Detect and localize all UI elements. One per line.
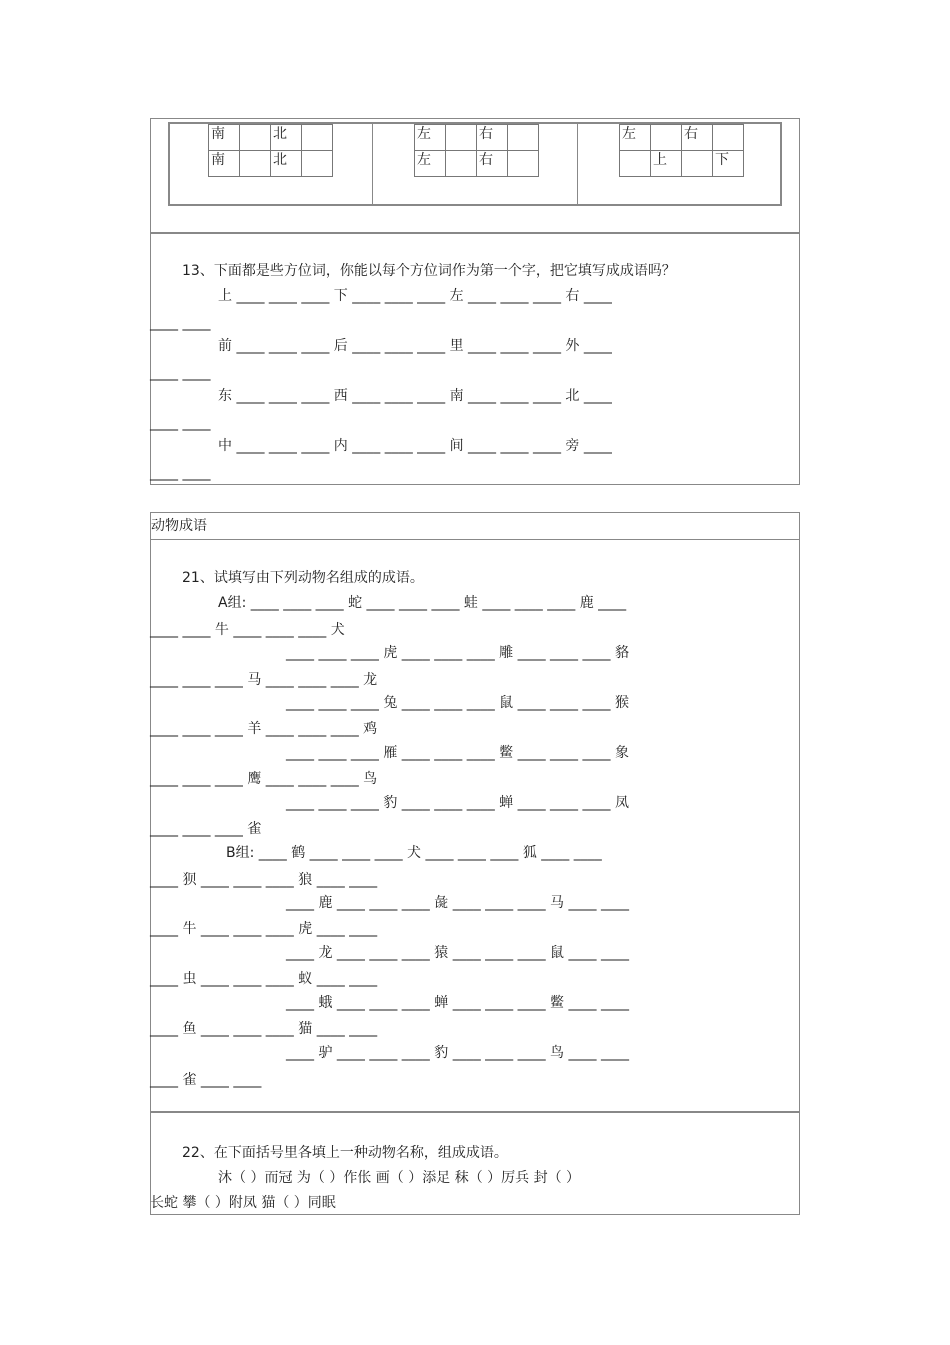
q21-line[interactable]: ____ 龙 ____ ____ ____ 猿 ____ ____ ____ 鼠 ____ ____ bbox=[286, 945, 629, 961]
q21-line[interactable]: ____ 鱼 ____ ____ ____ 猫 ____ ____ bbox=[150, 1021, 378, 1037]
grid-cell[interactable]: 左 bbox=[415, 125, 446, 151]
q21-line[interactable]: ____ 雀 ____ ____ bbox=[150, 1072, 262, 1088]
grid-cell[interactable] bbox=[620, 151, 651, 177]
q21-line[interactable]: ____ ____ ____ 马 ____ ____ ____ 龙 bbox=[150, 672, 378, 688]
direction-grid-1 bbox=[208, 124, 333, 177]
q21-line[interactable]: B组: ____ 鹤 ____ ____ ____ 犬 ____ ____ ____ 狐 ____ ____ bbox=[226, 845, 602, 861]
q13-row-3[interactable]: 东 ____ ____ ____ 西 ____ ____ ____ 南 ____ ____ ____ 北 ____ bbox=[218, 388, 612, 404]
animal-section-title: 动物成语 bbox=[151, 518, 207, 534]
q13-row-4-wrap[interactable]: ____ ____ bbox=[150, 465, 211, 481]
q21-line[interactable]: A组: ____ ____ ____ 蛇 ____ ____ ____ 蛙 ____ ____ ____ 鹿 ____ bbox=[218, 595, 627, 611]
q21-line[interactable]: ____ 鹿 ____ ____ ____ 彘 ____ ____ ____ 马 ____ ____ bbox=[286, 895, 629, 911]
grid-divider-1 bbox=[372, 122, 373, 206]
grid-cell[interactable] bbox=[508, 125, 539, 151]
q21-prompt: 21、试填写由下列动物名组成的成语。 bbox=[182, 570, 424, 586]
grid-cell[interactable] bbox=[508, 151, 539, 177]
grid-cell[interactable]: 下 bbox=[713, 151, 744, 177]
q22-line-1[interactable]: 沐（ ）而冠 为（ ）作伥 画（ ）添足 秣（ ）厉兵 封（ ） bbox=[218, 1170, 581, 1186]
q21-line[interactable]: ____ ____ ____ 雁 ____ ____ ____ 鳖 ____ ____ ____ 象 bbox=[286, 745, 629, 761]
q21-line[interactable]: ____ ____ ____ 豹 ____ ____ ____ 蝉 ____ ____ ____ 凤 bbox=[286, 795, 629, 811]
grid-divider-2 bbox=[577, 122, 578, 206]
q13-row-4[interactable]: 中 ____ ____ ____ 内 ____ ____ ____ 间 ____ ____ ____ 旁 ____ bbox=[218, 438, 612, 454]
q13-prompt: 13、下面都是些方位词，你能以每个方位词作为第一个字，把它填写成成语吗？ bbox=[182, 263, 676, 279]
q22-line-2[interactable]: 长蛇 攀（ ）附凤 猫（ ）同眠 bbox=[150, 1195, 336, 1211]
q21-line[interactable]: ____ ____ 牛 ____ ____ ____ 犬 bbox=[150, 622, 345, 638]
q21-line[interactable]: ____ 驴 ____ ____ ____ 豹 ____ ____ ____ 鸟 ____ ____ bbox=[286, 1045, 629, 1061]
grid-cell[interactable]: 左 bbox=[415, 151, 446, 177]
grid-cell[interactable]: 南 bbox=[209, 151, 240, 177]
grid-cell[interactable] bbox=[240, 125, 271, 151]
q13-row-1-wrap[interactable]: ____ ____ bbox=[150, 315, 211, 331]
q13-row-2-wrap[interactable]: ____ ____ bbox=[150, 365, 211, 381]
grid-cell[interactable]: 右 bbox=[682, 125, 713, 151]
q21-line[interactable]: ____ 虫 ____ ____ ____ 蚁 ____ ____ bbox=[150, 971, 378, 987]
grid-cell[interactable]: 右 bbox=[477, 151, 508, 177]
grid-cell[interactable] bbox=[446, 125, 477, 151]
grid-cell[interactable] bbox=[713, 125, 744, 151]
direction-grid-3 bbox=[619, 124, 744, 177]
animal-section-header-box bbox=[150, 512, 800, 540]
grid-cell[interactable]: 右 bbox=[477, 125, 508, 151]
grid-cell[interactable] bbox=[240, 151, 271, 177]
q21-line[interactable]: ____ ____ ____ 雀 bbox=[150, 821, 262, 837]
q21-line[interactable]: ____ 牛 ____ ____ ____ 虎 ____ ____ bbox=[150, 921, 378, 937]
grid-cell[interactable]: 北 bbox=[271, 125, 302, 151]
q21-line[interactable]: ____ ____ ____ 羊 ____ ____ ____ 鸡 bbox=[150, 721, 378, 737]
q21-line[interactable]: ____ 狈 ____ ____ ____ 狼 ____ ____ bbox=[150, 872, 378, 888]
grid-cell[interactable]: 北 bbox=[271, 151, 302, 177]
grid-cell[interactable] bbox=[682, 151, 713, 177]
grid-cell[interactable]: 左 bbox=[620, 125, 651, 151]
q21-q22-divider bbox=[150, 1111, 800, 1113]
q21-line[interactable]: ____ 蛾 ____ ____ ____ 蝉 ____ ____ ____ 鳖 ____ ____ bbox=[286, 995, 629, 1011]
grid-cell[interactable]: 南 bbox=[209, 125, 240, 151]
q21-line[interactable]: ____ ____ ____ 鹰 ____ ____ ____ 鸟 bbox=[150, 771, 378, 787]
grid-cell[interactable] bbox=[302, 151, 333, 177]
q21-line[interactable]: ____ ____ ____ 兔 ____ ____ ____ 鼠 ____ ____ ____ 猴 bbox=[286, 695, 629, 711]
q13-row-1[interactable]: 上 ____ ____ ____ 下 ____ ____ ____ 左 ____ ____ ____ 右 ____ bbox=[218, 288, 612, 304]
grid-cell[interactable] bbox=[651, 125, 682, 151]
q21-line[interactable]: ____ ____ ____ 虎 ____ ____ ____ 雕 ____ ____ ____ 貉 bbox=[286, 645, 629, 661]
q13-row-2[interactable]: 前 ____ ____ ____ 后 ____ ____ ____ 里 ____ ____ ____ 外 ____ bbox=[218, 338, 612, 354]
q22-prompt: 22、在下面括号里各填上一种动物名称，组成成语。 bbox=[182, 1145, 508, 1161]
grid-cell[interactable] bbox=[446, 151, 477, 177]
q13-row-3-wrap[interactable]: ____ ____ bbox=[150, 415, 211, 431]
grid-cell[interactable]: 上 bbox=[651, 151, 682, 177]
direction-grid-2 bbox=[414, 124, 539, 177]
grid-cell[interactable] bbox=[302, 125, 333, 151]
